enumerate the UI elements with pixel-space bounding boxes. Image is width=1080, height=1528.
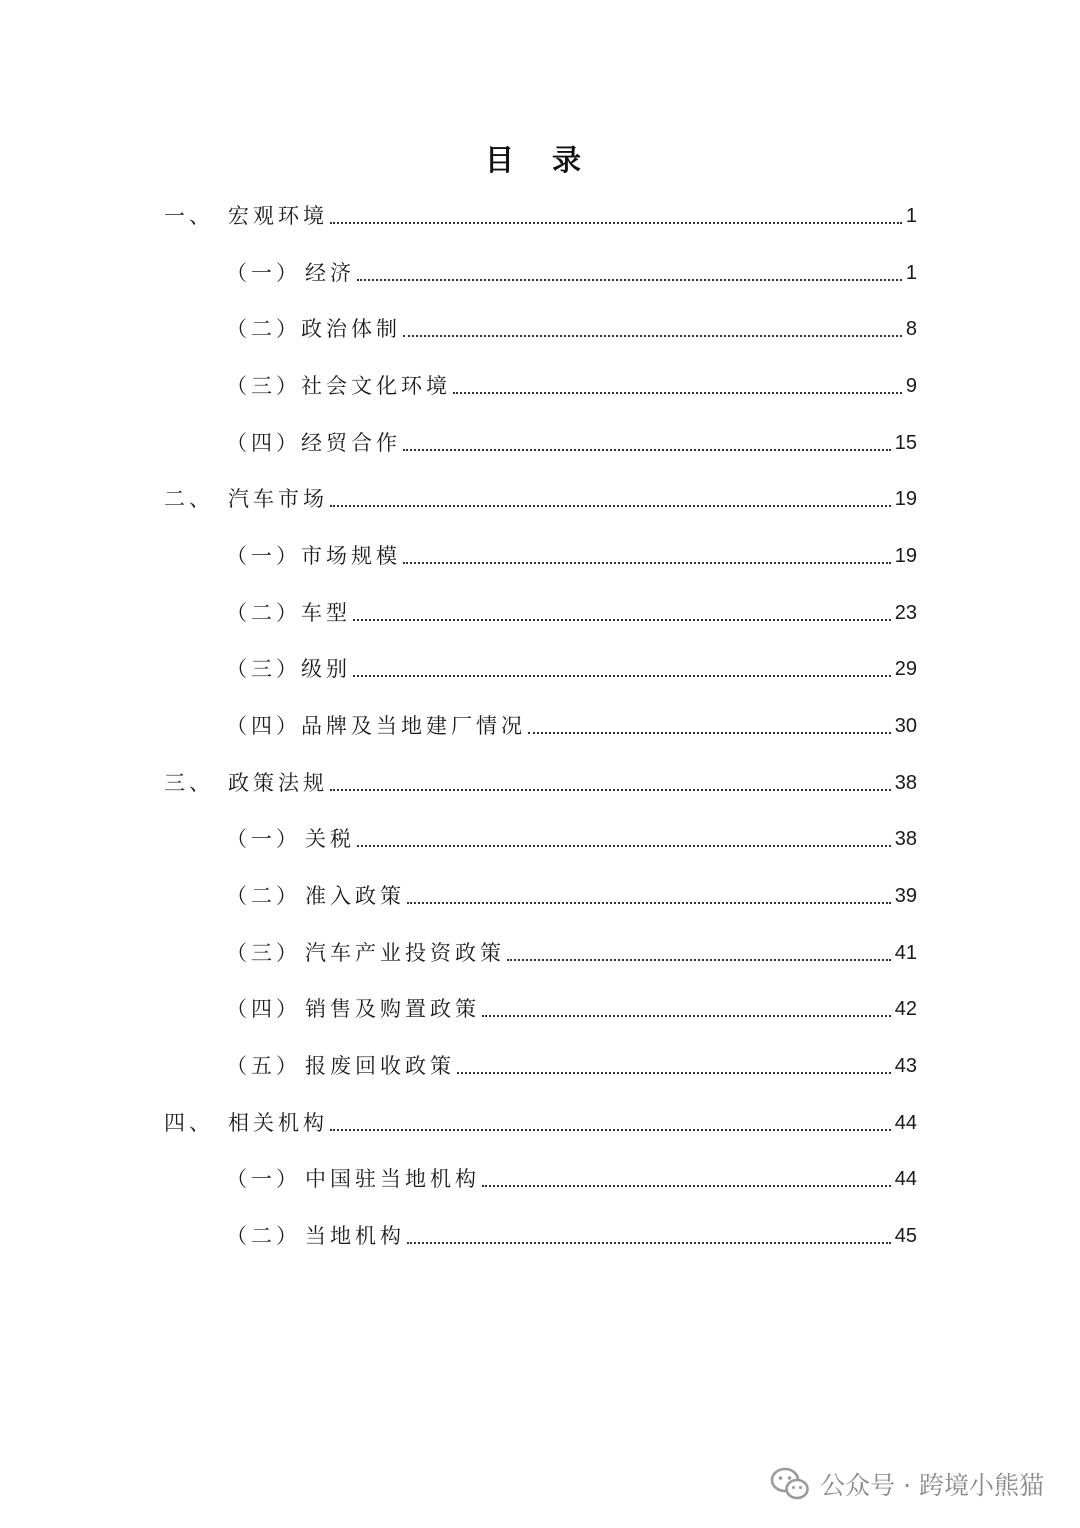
toc-entry-number: （二） [226,317,301,341]
dot-leader [330,222,902,224]
toc-entry-number: （五） [226,1054,301,1078]
toc-entry-number: （三） [226,374,301,398]
toc-entry[interactable] [226,1049,917,1083]
dot-leader [353,675,891,677]
dot-leader [330,789,891,791]
toc-entry-page: 30 [894,715,917,737]
toc-entry-title: 当地机构 [305,1224,405,1248]
toc-entry-number: （三） [226,941,301,965]
toc-entry-title: 中国驻当地机构 [305,1167,480,1191]
dot-leader [407,1242,891,1244]
toc-entry-number: （二） [226,601,301,625]
toc-entry-number: 二、 [164,487,214,511]
toc-entry[interactable] [226,596,917,630]
toc-entry-page: 42 [894,998,917,1020]
watermark [770,1460,1044,1508]
toc-entry-page: 38 [894,828,917,850]
toc-entry[interactable] [226,256,917,290]
toc-entry-number: （一） [226,827,301,851]
toc-entry-page: 44 [894,1168,917,1190]
toc-entry[interactable] [226,992,917,1026]
toc-entry[interactable] [226,539,917,573]
toc-entry-title: 汽车市场 [228,487,328,511]
toc-entry-number: 四、 [164,1111,214,1135]
dot-leader [330,505,891,507]
toc-entry[interactable] [226,1219,917,1253]
toc-entry[interactable] [164,199,917,233]
toc-entry-number: （三） [226,657,301,681]
toc-entry-title: 市场规模 [301,544,401,568]
toc-entry-number: （一） [226,261,301,285]
toc-entry-number: （四） [226,714,301,738]
dot-leader [482,1185,891,1187]
dot-leader [353,619,891,621]
toc-entry-title: 销售及购置政策 [305,997,480,1021]
wechat-icon [770,1467,810,1501]
toc-entry[interactable] [226,709,917,743]
toc-entry-page: 44 [894,1112,917,1134]
toc-entry-number: （一） [226,544,301,568]
toc-entry-page: 19 [894,545,917,567]
toc-entry-page: 8 [905,318,917,340]
toc-entry-title: 经贸合作 [301,431,401,455]
toc-entry[interactable] [164,1106,917,1140]
toc-entry-title: 政策法规 [228,771,328,795]
toc-entry-page: 1 [905,205,917,227]
dot-leader [507,959,891,961]
toc-entry[interactable] [226,652,917,686]
dot-leader [403,449,891,451]
toc-entry[interactable] [226,1162,917,1196]
toc-entry-title: 报废回收政策 [305,1054,455,1078]
toc-entry-number: （一） [226,1167,301,1191]
toc-entry[interactable] [226,369,917,403]
toc-entry-page: 29 [894,658,917,680]
toc-entry-page: 38 [894,772,917,794]
toc-entry-number: （四） [226,997,301,1021]
toc-entry-page: 23 [894,602,917,624]
toc-entry-title: 车型 [301,601,351,625]
toc-entry-title: 准入政策 [305,884,405,908]
dot-leader [457,1072,891,1074]
dot-leader [407,902,891,904]
dot-leader [403,335,902,337]
toc-entry-title: 汽车产业投资政策 [305,941,505,965]
toc-entry-page: 43 [894,1055,917,1077]
toc-entry-page: 41 [894,942,917,964]
watermark-text: 公众号 · 跨境小熊猫 [820,1471,1044,1500]
dot-leader [453,392,902,394]
toc-entry-page: 45 [894,1225,917,1247]
dot-leader [357,279,902,281]
toc-entry[interactable] [226,426,917,460]
toc-entry-title: 相关机构 [228,1111,328,1135]
dot-leader [357,845,891,847]
dot-leader [482,1015,891,1017]
toc-entry-title: 社会文化环境 [301,374,451,398]
toc-entry-page: 1 [905,262,917,284]
toc-entry[interactable] [226,936,917,970]
dot-leader [330,1129,891,1131]
toc-entry-page: 19 [894,488,917,510]
toc-entry[interactable] [164,482,917,516]
toc-entry-page: 9 [905,375,917,397]
toc-entry-number: （四） [226,431,301,455]
toc-entry-title: 经济 [305,261,355,285]
toc-entry-title: 级别 [301,657,351,681]
toc-entry[interactable] [226,879,917,913]
page-title: 目 录 [484,143,596,177]
dot-leader [528,732,891,734]
toc-entry-title: 政治体制 [301,317,401,341]
toc-entry[interactable] [226,822,917,856]
toc-entry-number: （二） [226,1224,301,1248]
toc-entry-number: 三、 [164,771,214,795]
toc-entry-page: 39 [894,885,917,907]
toc-entry-number: （二） [226,884,301,908]
toc-entry-title: 宏观环境 [228,204,328,228]
toc-entry-title: 品牌及当地建厂情况 [301,714,526,738]
toc-entry-title: 关税 [305,827,355,851]
toc-entry-page: 15 [894,432,917,454]
toc-entry-number: 一、 [164,204,214,228]
dot-leader [403,562,891,564]
toc-entry[interactable] [164,766,917,800]
toc-entry[interactable] [226,312,917,346]
